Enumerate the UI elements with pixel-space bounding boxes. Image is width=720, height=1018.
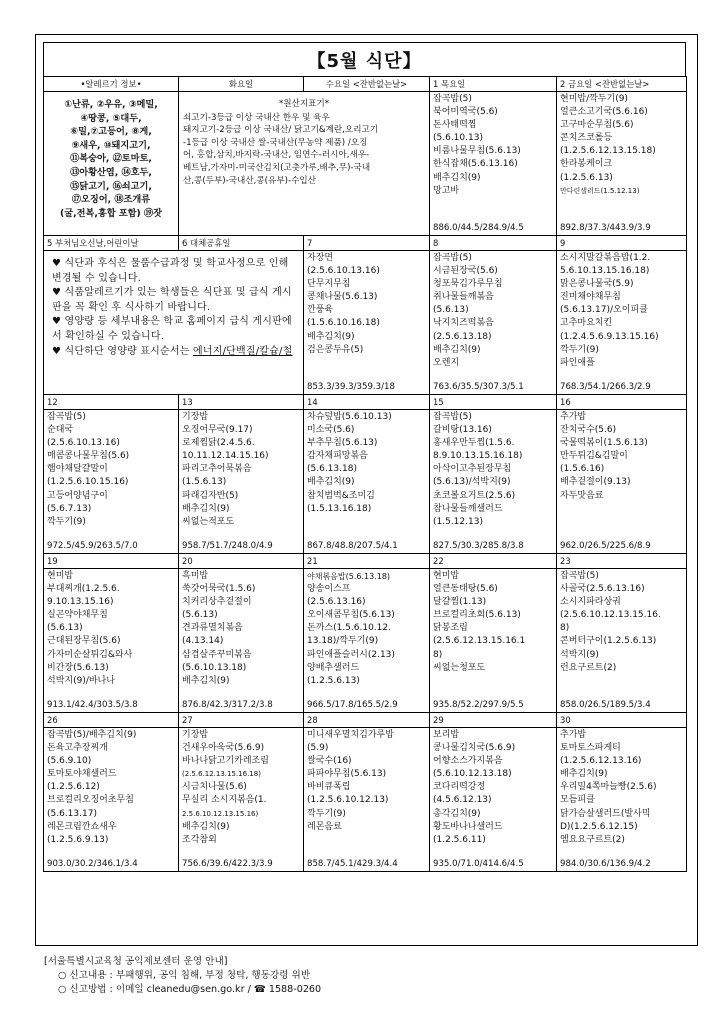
day-cell-23 xyxy=(557,569,687,713)
menu-item: 참치범벅&조미김 xyxy=(307,490,375,501)
menu-item: 현미밥 xyxy=(433,571,460,581)
menu-item: 파래김자반(5) xyxy=(182,490,239,501)
menu-item: 기장밥 xyxy=(182,412,209,422)
origin-line: 산,콩(두부)-국내산,콩(유부)-수입산 xyxy=(183,175,316,186)
menu-item: (1.2.5.6.12) xyxy=(47,782,100,793)
date-label: 16 xyxy=(557,395,687,410)
allergy-line: ⑮닭고기, ⑯쇠고기, xyxy=(70,180,152,192)
menu-item: 2.5.6.10.12.13.15.16) xyxy=(182,809,259,818)
date-label: 26 xyxy=(44,713,179,728)
date-label: 28 xyxy=(304,713,430,728)
day-cell-14 xyxy=(304,410,430,554)
allergy-line: (굴,전복,홍합 포함) ⑲잣 xyxy=(60,207,162,219)
menu-item: 만두튀김&김말이 xyxy=(560,451,628,462)
menu-item: (1.5.6.13) xyxy=(182,477,227,488)
date-label-8: 8 xyxy=(430,236,557,251)
menu-item: 쌀국수(16) xyxy=(307,756,352,767)
allergy-line: ④땅콩, ⑤대두, xyxy=(80,112,142,124)
nutrition-info: 827.5/30.3/285.8/3.8 xyxy=(433,541,524,551)
menu-item: 깍두기(9) xyxy=(560,344,599,355)
day-cell-22 xyxy=(430,569,557,713)
meal-calendar xyxy=(43,76,687,872)
menu-item: (2.5.6.10.12.13.15.16. xyxy=(560,610,661,621)
menu-item: 오렌지 xyxy=(433,357,460,368)
menu-item: (5.6.13.18) xyxy=(307,464,357,475)
menu-item: 토마토스파게티 xyxy=(560,743,621,754)
allergy-line: ⑥밀,⑦고등어, ⑧게, xyxy=(70,126,152,138)
menu-item: 우리밀4쪽마늘빵(2.5.6) xyxy=(560,782,657,793)
nutrition-info: 858.0/26.5/189.5/3.4 xyxy=(560,700,651,710)
day-cell-30 xyxy=(557,728,687,872)
menu-item: 잡곡밥(5) xyxy=(47,412,86,422)
allergy-line: ⑬아황산염, ⑭호두, xyxy=(70,166,152,178)
nutrition-info: 903.0/30.2/346.1/3.4 xyxy=(47,859,138,869)
menu-item: (1.2.5.6.9.13) xyxy=(47,834,109,845)
menu-item: 브로컬리초회(5.6.13) xyxy=(433,610,521,621)
menu-item: (5.9) xyxy=(307,743,329,754)
header-thursday: 1 목요일 xyxy=(430,77,557,92)
menu-item: 취나물들깨볶음 xyxy=(433,292,494,303)
menu-item: 국물떡볶이(1.5.6.13) xyxy=(560,438,648,449)
page-title: 【5월 식단】 xyxy=(43,42,686,76)
allergy-line: ⑰오징어, ⑱조개류 xyxy=(71,194,151,206)
day-cell-12 xyxy=(44,410,179,554)
footer xyxy=(44,955,694,997)
day-cell-19 xyxy=(44,569,179,713)
menu-item: 시금치나물(5.6) xyxy=(182,782,247,793)
day-cell-2 xyxy=(557,92,687,236)
menu-item: 자장면 xyxy=(307,253,334,263)
menu-item: (5.6.9.10) xyxy=(47,756,92,767)
menu-item: 황도바나나샐러드 xyxy=(433,821,503,832)
menu-item: (1.2.5.6.12.13.15.18) xyxy=(560,146,656,157)
nutrition-info: 763.6/35.5/307.3/5.1 xyxy=(433,382,524,392)
nutrition-info: 958.7/51.7/248.0/4.9 xyxy=(182,541,273,551)
menu-item: 부추무침(5.6.13) xyxy=(307,438,378,449)
menu-item: 배추김치(9) xyxy=(307,331,355,342)
nutrition-info: 972.5/45.9/263.5/7.0 xyxy=(47,541,138,551)
menu-item: 치커리상추겉절이 xyxy=(182,597,252,608)
nutrition-info: 867.8/48.8/207.5/4.1 xyxy=(307,541,398,551)
menu-item: 파리고추어묵볶음 xyxy=(182,464,252,475)
menu-item: 참나물들깨샐러드 xyxy=(433,503,503,514)
menu-item: 잡곡밥(5) xyxy=(433,94,472,104)
menu-item: 고등어양념구이 xyxy=(47,490,108,501)
menu-item: 파인애플슬러시(2.13) xyxy=(307,649,395,660)
menu-item: 자두맛음료 xyxy=(560,490,604,501)
menu-item: 북어미역국(5.6) xyxy=(433,107,498,118)
menu-item: (1.2.5.6.13) xyxy=(307,675,360,686)
menu-item: 배추김치(9) xyxy=(307,477,355,488)
menu-item: 모듬피클 xyxy=(560,795,595,806)
menu-item: 차슈덮밥(5.6.10.13) xyxy=(307,412,392,422)
menu-item: 총각김치(9) xyxy=(433,808,481,819)
menu-item: 콩나물김치국(5.6.9) xyxy=(433,743,516,754)
day-cell-26 xyxy=(44,728,179,872)
nutrition-info: 935.0/71.0/414.6/4.5 xyxy=(433,859,524,869)
menu-item: (1.5.6.10.16.18) xyxy=(307,318,380,329)
menu-item: (4.5.6.12.13) xyxy=(433,795,492,806)
date-label: 22 xyxy=(430,554,557,569)
notice xyxy=(44,251,303,359)
day-cell-8 xyxy=(430,251,557,395)
menu-item: 돈사태떡찜 xyxy=(433,120,477,131)
day-cell-9 xyxy=(557,251,687,395)
day-cell-27 xyxy=(179,728,304,872)
menu-item: (5.6.13.17) xyxy=(47,808,97,819)
nutrition-info: 886.0/44.5/284.9/4.5 xyxy=(433,223,524,233)
menu-item: 잡곡밥(5)/배추김치(9) xyxy=(47,730,137,740)
menu-item: 햄야채달걀말이 xyxy=(47,464,108,475)
menu-item: 10.11.12.14.15.16) xyxy=(182,451,269,462)
nutrition-info: 966.5/17.8/165.5/2.9 xyxy=(307,700,398,710)
menu-item: 소시지말갈볶음밥(1.2. xyxy=(560,253,651,263)
menu-item: 잡곡밥(5) xyxy=(433,253,472,263)
nutrition-info: 935.8/52.2/297.9/5.5 xyxy=(433,700,524,710)
date-label: 30 xyxy=(557,713,687,728)
nutrition-info: 853.3/39.3/359.3/18 xyxy=(307,382,395,392)
menu-item: 미니새우멸치김가루밥 xyxy=(307,730,394,740)
menu-item: 배추김치(9) xyxy=(182,675,230,686)
menu-item: 13.18)/깍두기(9) xyxy=(307,636,379,647)
menu-item: 고구마순무침(5.6) xyxy=(560,120,634,131)
allergy-list xyxy=(44,92,178,220)
date-label: 19 xyxy=(44,554,179,569)
menu-item: 배추김치(9) xyxy=(560,769,608,780)
menu-item: 견과류멸치볶음 xyxy=(182,623,243,634)
origin-info-cell xyxy=(179,92,430,236)
menu-item: 배추김치(9) xyxy=(182,503,230,514)
origin-title: *원산지표기* xyxy=(278,99,330,109)
menu-item: 8) xyxy=(433,649,443,660)
menu-item: 깍두기(9) xyxy=(307,808,346,819)
menu-item: 아삭이고추된장무침 xyxy=(433,464,512,475)
footer-report-content: ○ 신고내용 : 부패행위, 공익 침해, 부정 청탁, 행동강령 위반 xyxy=(58,970,311,981)
menu-item: 순대국 xyxy=(47,425,74,436)
day-cell-29 xyxy=(430,728,557,872)
menu-item: 홍새우만두찜(1.5.6. xyxy=(433,438,515,449)
menu-item: 토마토야채샐러드 xyxy=(47,769,117,780)
menu-item: 파인애플 xyxy=(560,357,595,368)
date-label-9: 9 xyxy=(557,236,687,251)
notice-cell xyxy=(44,251,304,395)
menu-item: (1.5.13.16.18) xyxy=(307,503,372,514)
menu-item: 야채볶음밥(5.6.13.18) xyxy=(307,572,391,581)
date-label: 13 xyxy=(179,395,304,410)
menu-sheet xyxy=(35,34,698,946)
menu-item: 건새우아욱국(5.6.9) xyxy=(182,743,265,754)
day-cell-7 xyxy=(304,251,430,395)
menu-item: 브로컬리오징어초무침 xyxy=(47,795,134,806)
menu-item: 배추겉절이(9.13) xyxy=(560,477,631,488)
menu-item: 바비큐폭립 xyxy=(307,782,351,793)
menu-item: 보리밥 xyxy=(433,730,460,740)
date-label-7: 7 xyxy=(304,236,430,251)
menu-item: 삼겹살주꾸미볶음 xyxy=(182,649,252,660)
menu-item: 무실리 소시지볶음(1. xyxy=(182,795,267,806)
allergy-info-cell xyxy=(44,92,179,236)
menu-item: 바나나닭고기카레조림 xyxy=(182,756,269,767)
menu-item: 근대된장무침(5.6) xyxy=(47,636,121,647)
menu-item: (2.5.6.12.13.15.16.18) xyxy=(182,770,261,779)
menu-item: 어향소스가지볶음 xyxy=(433,756,503,767)
menu-item: 단무지무침 xyxy=(307,279,351,290)
menu-item: (1.2.5.6.10.12.13) xyxy=(307,795,389,806)
menu-item: 잡곡밥(5) xyxy=(560,571,599,581)
menu-item: 가자미순살튀김&와사 xyxy=(47,649,133,660)
notice-line: ♥ 영양량 등 세부내용은 학교 홈페이지 급식 게시판에서 확인하실 수 있습니다. xyxy=(52,316,292,342)
menu-item: 8) xyxy=(560,623,570,634)
menu-item: 오징어무국(9.17) xyxy=(182,425,253,436)
menu-item: 콩채나물(5.6.13) xyxy=(307,292,378,303)
menu-item: 한식잡채(5.6.13.16) xyxy=(433,159,518,170)
menu-item: 콘버터구이(1.2.5.6.13) xyxy=(560,636,657,647)
allergy-line: ①난류, ②우유, ③메밀, xyxy=(64,99,158,110)
origin-info xyxy=(179,92,429,187)
menu-item: (2.5.6.10.13.16) xyxy=(47,438,120,449)
date-label: 12 xyxy=(44,395,179,410)
date-label-6: 6 대체공휴일 xyxy=(179,236,304,251)
menu-item: 검은콩두유(5) xyxy=(307,344,364,355)
header-wednesday: 수요일 <잔반없는날> xyxy=(304,77,430,92)
menu-item: 석박지(9)/바나나 xyxy=(47,675,115,686)
day-cell-16 xyxy=(557,410,687,554)
menu-item: 8.9.10.13.15.16.18) xyxy=(433,451,523,462)
menu-item: (1.2.4.5.6.9.13.15.16) xyxy=(560,331,659,342)
menu-item: 오이새콤무침(5.6.13) xyxy=(307,610,395,621)
menu-item: (5.6.10.13) xyxy=(433,133,483,144)
menu-item: (1.2.5.6.11) xyxy=(433,834,486,845)
menu-item: 만다린샐러드(1.5.12.13) xyxy=(560,186,640,195)
origin-line: 쇠고기-3등급 이상 국내산 한우 및 육우 xyxy=(183,112,330,123)
menu-item: 닭가슴살샐러드(발사믹 xyxy=(560,808,651,819)
menu-item: (1.5.6.16) xyxy=(560,464,605,475)
day-cell-28 xyxy=(304,728,430,872)
menu-item: 씨없는청포도 xyxy=(433,662,486,673)
nutrition-info: 858.7/45.1/429.3/4.4 xyxy=(307,859,398,869)
menu-item: 비름나물무침(5.6.13) xyxy=(433,146,521,157)
origin-line: 베트남,가자미-미국산김치(고춧가루,배추,무)-국내 xyxy=(183,162,371,173)
menu-item: 양송이스프 xyxy=(307,584,351,595)
menu-item: (2.5.6.12.13.15.16.1 xyxy=(433,636,526,647)
footer-title: [서울특별시교육청 공익제보센터 운영 안내] xyxy=(44,956,228,967)
menu-item: 달걀찜(1.13) xyxy=(433,597,487,608)
date-label: 20 xyxy=(179,554,304,569)
menu-item: 9.10.13.15.16) xyxy=(47,597,114,608)
date-label: 21 xyxy=(304,554,430,569)
menu-item: 엠요요구르트(2) xyxy=(560,834,625,845)
menu-item: (1.2.5.6.10.15.16) xyxy=(47,477,129,488)
menu-item: 소시지파라상궈 xyxy=(560,597,621,608)
menu-item: (5.6.13.17)/오이피클 xyxy=(560,305,648,316)
menu-item: 시금된장국(5.6) xyxy=(433,266,498,277)
menu-item: 런요구르트(2) xyxy=(560,662,617,673)
menu-item: (2.5.6.10.13.16) xyxy=(307,266,380,277)
menu-item: 레몬크림깐쇼새우 xyxy=(47,821,117,832)
menu-item: 깐풍육 xyxy=(307,305,334,316)
menu-item: 매콤콩나물무침(5.6) xyxy=(47,451,130,462)
menu-item: 부대찌개(1.2.5.6. xyxy=(47,584,120,595)
menu-item: 배추김치(9) xyxy=(433,172,481,183)
notice-line: ♥ 식단하단 영양량 표시순서는 에너지/단백질/칼슘/철 xyxy=(52,345,293,357)
menu-item: 낙지치즈떡볶음 xyxy=(433,318,494,329)
menu-item: 추가밥 xyxy=(560,730,587,740)
menu-item: 한라봉케이크 xyxy=(560,159,613,170)
notice-line: ♥ 식단과 후식은 물품수급과정 및 학교사정으로 인해 변경될 수 있습니다. xyxy=(52,258,289,284)
nutrition-info: 768.3/54.1/266.3/2.9 xyxy=(560,382,651,392)
menu-item: 깍두기(9) xyxy=(47,516,86,527)
notice-line: ♥ 식품알레르기가 있는 학생들은 식단표 및 급식 게시판을 꼭 확인 후 식사하기 바랍니다. xyxy=(52,287,292,313)
menu-item: 쑥갓어묵국(1.5.6) xyxy=(182,584,256,595)
menu-item: (5.6.13) xyxy=(182,610,218,621)
menu-item: (2.5.6.13.16) xyxy=(307,597,366,608)
day-cell-15 xyxy=(430,410,557,554)
menu-item: 콘치즈코롤등 xyxy=(560,133,613,144)
header-friday: 2 금요일 <잔반없는날> xyxy=(557,77,687,92)
menu-item: 양배추샐러드 xyxy=(307,662,360,673)
menu-item: 망고바 xyxy=(433,185,460,196)
menu-item: 사골국(2.5.6.13.16) xyxy=(560,584,645,595)
menu-item: 잔치국수(5.6) xyxy=(560,425,617,436)
header-allergy: •알레르기 정보• xyxy=(44,77,179,92)
menu-item: (5.6.10.12.13.18) xyxy=(433,769,512,780)
date-label-5: 5 부처님오신날,어린이날 xyxy=(44,236,179,251)
day-cell-13 xyxy=(179,410,304,554)
menu-item: 현미밥 xyxy=(47,571,74,581)
date-label: 15 xyxy=(430,395,557,410)
menu-item: 얼큰동태탕(5.6) xyxy=(433,584,498,595)
nutrition-info: 913.1/42.4/303.5/3.8 xyxy=(47,700,138,710)
origin-line: 어, 홍합,삼치,바지락-국내산, 임연수-러시아,새우- xyxy=(183,150,370,161)
header-tuesday: 화요일 xyxy=(179,77,304,92)
day-cell-1 xyxy=(430,92,557,236)
allergy-line: ⑪복숭아, ⑫토마토, xyxy=(70,153,152,165)
menu-item: 코다리떡강정 xyxy=(433,782,486,793)
menu-item: (4.13.14) xyxy=(182,636,224,647)
menu-item: (1.2.5.6.12.13.16) xyxy=(560,756,642,767)
menu-item: 미소국(5.6) xyxy=(307,425,355,436)
menu-item: 배추김치(9) xyxy=(182,821,230,832)
menu-item: 조각참외 xyxy=(182,834,217,845)
menu-item: 초코볼요거트(2.5.6) xyxy=(433,490,516,501)
menu-item: 돈까스(1.5.6.10.12. xyxy=(307,623,391,634)
menu-item: 진미채야채무침 xyxy=(560,292,621,303)
menu-item: 기장밥 xyxy=(182,730,209,740)
menu-item: (5.6.13)/석박지(9) xyxy=(433,477,511,488)
menu-item: 파파야무침(5.6.13) xyxy=(307,769,387,780)
menu-item: 갈비탕(13.16) xyxy=(433,425,492,436)
origin-line: -1등급 이상 국내산 쌀-국내산(무농약 제품) /오징 xyxy=(183,137,368,148)
menu-item: 레몬음료 xyxy=(307,821,342,832)
menu-item: 닭봉조림 xyxy=(433,623,468,634)
nutrition-order: 에너지/단백질/칼슘/철 xyxy=(193,345,293,357)
menu-item: 맑은콩나물국(5.9) xyxy=(560,279,634,290)
menu-item: 석박지(9) xyxy=(560,649,599,660)
menu-item: 비간장(5.6.13) xyxy=(47,662,109,673)
menu-item: 돈육고추장찌개 xyxy=(47,743,108,754)
menu-item: 흑미밥 xyxy=(182,571,209,581)
menu-item: 로제찜닭(2.4.5.6. xyxy=(182,438,255,449)
menu-item: 배추김치(9) xyxy=(433,344,481,355)
nutrition-info: 876.8/42.3/317.2/3.8 xyxy=(182,700,273,710)
date-label: 29 xyxy=(430,713,557,728)
menu-item: (5.6.7.13) xyxy=(47,503,92,514)
menu-item: 청포묵김가루무침 xyxy=(433,279,503,290)
menu-item: 씨없는적포도 xyxy=(182,516,235,527)
day-cell-21 xyxy=(304,569,430,713)
nutrition-info: 892.8/37.3/443.9/3.9 xyxy=(560,223,651,233)
allergy-line: ⑨새우, ⑩돼지고기, xyxy=(71,139,151,151)
menu-item: (2.5.6.13.18) xyxy=(433,331,492,342)
footer-report-method: ○ 신고방법 : 이메일 cleanedu@sen.go.kr / ☎ 1588-0260 xyxy=(58,984,322,995)
nutrition-info: 962.0/26.5/225.6/8.9 xyxy=(560,541,651,551)
menu-item: (1.2.5.6.13) xyxy=(560,172,613,183)
date-label: 14 xyxy=(304,395,430,410)
menu-item: 얼큰소고기국(5.6.16) xyxy=(560,107,648,118)
menu-item: 감자채피망볶음 xyxy=(307,451,368,462)
menu-item: (1.5.12.13) xyxy=(433,516,483,527)
menu-item: (5.6.13) xyxy=(47,623,83,634)
nutrition-info: 984.0/30.6/136.9/4.2 xyxy=(560,859,651,869)
date-label: 23 xyxy=(557,554,687,569)
menu-item: 잡곡밥(5) xyxy=(433,412,472,422)
menu-item: 5.6.10.13.15.16.18) xyxy=(560,266,650,277)
nutrition-info: 756.6/39.6/422.3/3.9 xyxy=(182,859,273,869)
menu-item: (5.6.10.13.18) xyxy=(182,662,247,673)
menu-item: 고추마요치킨 xyxy=(560,318,613,329)
menu-item: 추가밥 xyxy=(560,412,587,422)
date-label: 27 xyxy=(179,713,304,728)
menu-item: (5.6.13) xyxy=(433,305,469,316)
menu-item: 현미밥/깍두기(9) xyxy=(560,94,628,104)
menu-item: 실곤약야채무침 xyxy=(47,610,108,621)
day-cell-20 xyxy=(179,569,304,713)
origin-line: 돼지고기-2등급 이상 국내산/ 닭고기&계란,오리고기 xyxy=(183,125,379,136)
menu-item: D)(1.2.5.6.12.15) xyxy=(560,821,638,832)
